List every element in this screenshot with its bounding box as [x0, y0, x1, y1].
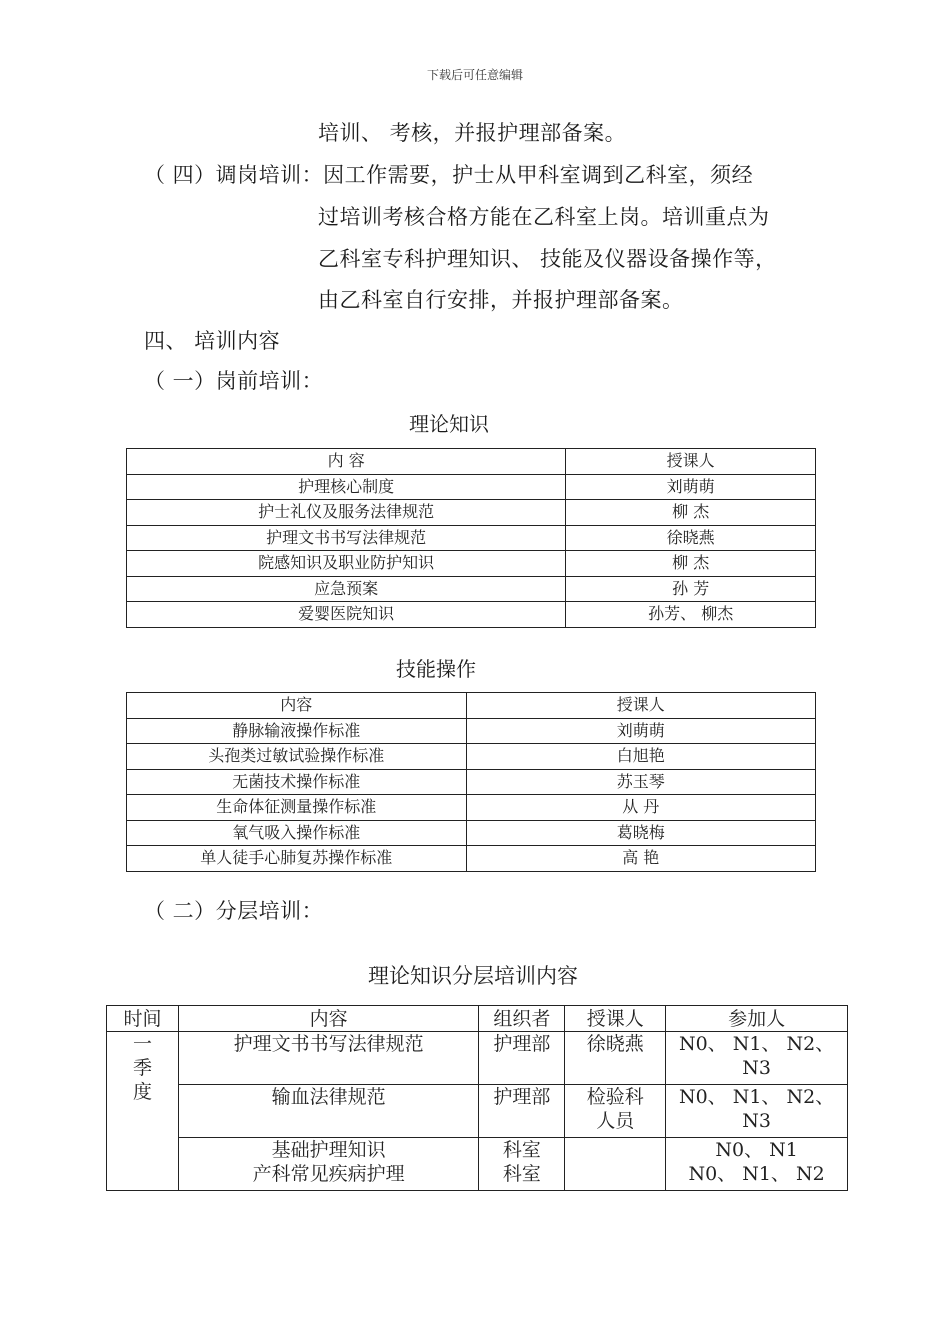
table-row — [127, 744, 816, 770]
header-note: 下载后可任意编辑 — [426, 68, 523, 82]
content-line: 基础护理知识 — [271, 1139, 386, 1161]
cell-content — [178, 1138, 479, 1191]
cell-content: 单人徒手心肺复苏操作标准 — [127, 846, 467, 872]
subsection-layered-training: （ 二）分层培训： — [144, 899, 324, 923]
table-row — [127, 525, 816, 551]
cell-participants — [666, 1138, 848, 1191]
season-char: 度 — [132, 1081, 152, 1103]
cell-content: 应急预案 — [127, 576, 566, 602]
cell-organizer — [479, 1032, 565, 1085]
cell-lecturer: 柳 杰 — [566, 551, 816, 577]
participants-line: N0、 N1 — [715, 1139, 798, 1161]
content-line: 产科常见疾病护理 — [252, 1163, 405, 1185]
organizer-line: 护理部 — [493, 1086, 551, 1108]
skills-table — [126, 692, 816, 872]
table-row — [107, 1138, 848, 1191]
cell-participants — [666, 1032, 848, 1085]
header-time: 时间 — [107, 1006, 179, 1032]
participants-line: N3 — [742, 1057, 771, 1079]
header-lecturer: 授课人 — [466, 693, 816, 719]
participants-line: N0、 N1、 N2、 — [678, 1033, 835, 1055]
cell-lecturer — [565, 1032, 666, 1085]
adjustment-training-heading: （ 四）调岗培训：因工作需要，护士从甲科室调到乙科室，须经 — [144, 163, 754, 187]
lecturer-line: 检验科 — [586, 1086, 644, 1108]
paragraph-line: 过培训考核合格方能在乙科室上岗。培训重点为 — [318, 205, 770, 229]
cell-lecturer: 柳 杰 — [566, 500, 816, 526]
cell-content: 生命体征测量操作标准 — [127, 795, 467, 821]
table-row — [107, 1032, 848, 1085]
cell-content: 护理核心制度 — [127, 474, 566, 500]
table-row — [127, 474, 816, 500]
cell-lecturer: 徐晓燕 — [566, 525, 816, 551]
subsection-pre-job-training: （ 一）岗前培训： — [144, 369, 324, 393]
header-content: 内容 — [127, 693, 467, 719]
cell-lecturer: 孙芳、 柳杰 — [566, 602, 816, 628]
cell-organizer — [479, 1138, 565, 1191]
table-row — [127, 820, 816, 846]
section-heading-training-content: 四、 培训内容 — [144, 329, 281, 353]
header-participants: 参加人 — [666, 1006, 848, 1032]
table-header-row — [127, 449, 816, 475]
cell-lecturer: 孙 芳 — [566, 576, 816, 602]
cell-lecturer — [565, 1138, 666, 1191]
table-row — [127, 769, 816, 795]
cell-content: 护理文书书写法律规范 — [127, 525, 566, 551]
cell-lecturer: 白旭艳 — [466, 744, 816, 770]
theory-table — [126, 448, 816, 628]
cell-content — [178, 1085, 479, 1138]
header-organizer: 组织者 — [479, 1006, 565, 1032]
cell-organizer — [479, 1085, 565, 1138]
header-content: 内容 — [178, 1006, 479, 1032]
cell-content: 护士礼仪及服务法律规范 — [127, 500, 566, 526]
table-row — [127, 576, 816, 602]
participants-line: N0、 N1、 N2 — [688, 1163, 825, 1185]
organizer-line: 护理部 — [493, 1033, 551, 1055]
table-row — [127, 602, 816, 628]
lecturer-line: 徐晓燕 — [586, 1033, 644, 1055]
cell-lecturer: 苏玉琴 — [466, 769, 816, 795]
cell-lecturer: 从 丹 — [466, 795, 816, 821]
cell-content: 静脉输液操作标准 — [127, 718, 467, 744]
season-char: 一 — [132, 1033, 152, 1055]
table-row — [127, 718, 816, 744]
theory-table-caption: 理论知识 — [409, 412, 489, 436]
cell-season — [107, 1032, 179, 1191]
organizer-line: 科室 — [502, 1163, 541, 1185]
paragraph-line: 乙科室专科护理知识、 技能及仪器设备操作等， — [318, 247, 777, 271]
table-header-row — [127, 693, 816, 719]
table-row — [127, 551, 816, 577]
cell-content: 爱婴医院知识 — [127, 602, 566, 628]
cell-content: 院感知识及职业防护知识 — [127, 551, 566, 577]
table-row — [107, 1085, 848, 1138]
table-header-row — [107, 1006, 848, 1032]
lecturer-line: 人员 — [596, 1110, 635, 1132]
header-content: 内 容 — [127, 449, 566, 475]
layered-table-caption: 理论知识分层培训内容 — [368, 964, 578, 988]
cell-lecturer — [565, 1085, 666, 1138]
cell-lecturer: 刘萌萌 — [466, 718, 816, 744]
participants-line: N3 — [742, 1110, 771, 1132]
organizer-line: 科室 — [502, 1139, 541, 1161]
content-line: 输血法律规范 — [271, 1086, 386, 1108]
cell-content: 无菌技术操作标准 — [127, 769, 467, 795]
skills-table-caption: 技能操作 — [396, 657, 476, 681]
cell-lecturer: 刘萌萌 — [566, 474, 816, 500]
table-row — [127, 795, 816, 821]
header-lecturer: 授课人 — [565, 1006, 666, 1032]
participants-line: N0、 N1、 N2、 — [678, 1086, 835, 1108]
cell-lecturer: 高 艳 — [466, 846, 816, 872]
content-line: 护理文书书写法律规范 — [233, 1033, 424, 1055]
layered-training-table — [106, 1005, 848, 1191]
cell-content: 氧气吸入操作标准 — [127, 820, 467, 846]
cell-content — [178, 1032, 479, 1085]
table-row — [127, 500, 816, 526]
cell-participants — [666, 1085, 848, 1138]
paragraph-line: 由乙科室自行安排，并报护理部备案。 — [318, 288, 684, 312]
table-row — [127, 846, 816, 872]
cell-lecturer: 葛晓梅 — [466, 820, 816, 846]
paragraph-line: 培训、 考核，并报护理部备案。 — [318, 121, 627, 145]
season-char: 季 — [132, 1057, 152, 1079]
cell-content: 头孢类过敏试验操作标准 — [127, 744, 467, 770]
header-lecturer: 授课人 — [566, 449, 816, 475]
